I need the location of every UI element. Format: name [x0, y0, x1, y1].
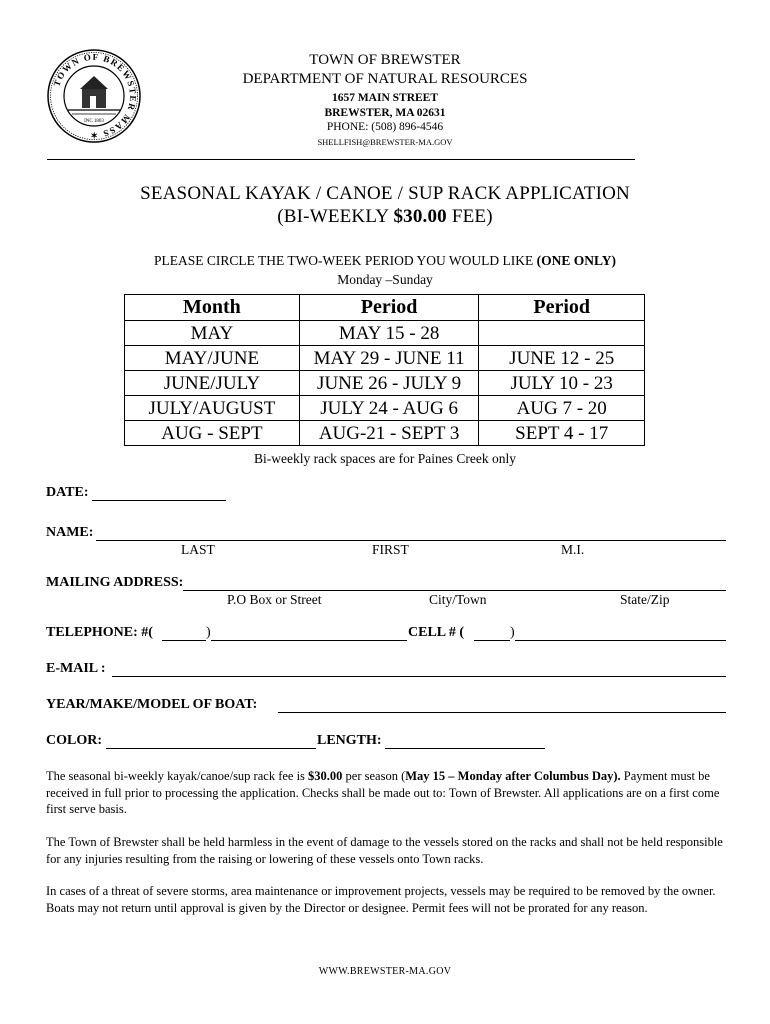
address-street-label: P.O Box or Street: [227, 592, 322, 607]
boat-model-label: YEAR/MAKE/MODEL OF BOAT:: [46, 697, 258, 712]
table-note: Bi-weekly rack spaces are for Paines Creek only: [253, 451, 517, 466]
name-first-label: FIRST: [372, 542, 409, 557]
footer-website: WWW.BREWSTER-MA.GOV: [318, 966, 452, 977]
city-address: BREWSTER, MA 02631: [324, 107, 446, 119]
date-label: DATE:: [46, 485, 89, 500]
boat-model-field[interactable]: [278, 712, 726, 713]
color-label: COLOR:: [46, 733, 102, 748]
period-table: [124, 294, 645, 446]
fee-text-amount: $30.00: [308, 769, 343, 783]
telephone-label: TELEPHONE: #(: [46, 625, 153, 640]
period-cell[interactable]: JUNE 26 - JULY 9: [299, 371, 479, 396]
table-row: [125, 371, 645, 396]
month-cell: AUG - SEPT: [125, 421, 300, 446]
month-cell: JUNE/JULY: [125, 371, 300, 396]
cell-area-code-field[interactable]: [474, 640, 510, 641]
instruction-text: PLEASE CIRCLE THE TWO-WEEK PERIOD YOU WOULD LIKE: [153, 253, 537, 268]
address-state-label: State/Zip: [620, 592, 670, 607]
month-cell: MAY/JUNE: [125, 346, 300, 371]
instruction-line: [0, 253, 770, 269]
color-field[interactable]: [106, 748, 316, 749]
department-name: DEPARTMENT OF NATURAL RESOURCES: [242, 71, 528, 87]
fee-text-a: The seasonal bi-weekly kayak/canoe/sup rack fee is: [46, 769, 309, 783]
period-cell[interactable]: AUG 7 - 20: [479, 396, 645, 421]
table-row: [125, 346, 645, 371]
name-label: NAME:: [46, 525, 94, 540]
period-cell[interactable]: [479, 321, 645, 346]
week-span-note: Monday –Sunday: [337, 272, 433, 287]
phone-number: PHONE: (508) 896-4546: [326, 121, 444, 133]
harmless-paragraph: The Town of Brewster shall be held harmless in the event of damage to the vessels stored on the racks and shall not be held responsible for any injuries resulting from the raising or lowering of these vessels onto Town racks.: [46, 835, 723, 866]
name-last-label: LAST: [181, 542, 215, 557]
month-cell: MAY: [125, 321, 300, 346]
table-header-row: [125, 295, 645, 321]
header-month: Month: [125, 295, 300, 321]
period-cell[interactable]: MAY 29 - JUNE 11: [299, 346, 479, 371]
cell-paren-close: ): [510, 625, 515, 640]
header-period-1: Period: [299, 295, 479, 321]
telephone-area-code-field[interactable]: [162, 640, 206, 641]
fee-paragraph: [46, 768, 726, 818]
name-mi-label: M.I.: [561, 542, 585, 557]
one-only-note: (ONE ONLY): [536, 253, 617, 268]
telephone-number-field[interactable]: [211, 640, 407, 641]
period-cell[interactable]: JUNE 12 - 25: [479, 346, 645, 371]
length-label: LENGTH:: [317, 733, 382, 748]
street-address: 1657 MAIN STREET: [331, 92, 439, 104]
subtitle-suffix: FEE): [446, 206, 493, 227]
svg-text:INC 1803: INC 1803: [84, 119, 104, 124]
cell-label: CELL # (: [408, 625, 465, 640]
email-field[interactable]: [112, 676, 726, 677]
month-cell: JULY/AUGUST: [125, 396, 300, 421]
table-row: [125, 396, 645, 421]
fee-amount: $30.00: [393, 206, 447, 227]
mailing-address-field[interactable]: [183, 590, 726, 591]
length-field[interactable]: [385, 748, 545, 749]
date-field[interactable]: [92, 500, 226, 501]
subtitle-prefix: (BI-WEEKLY: [277, 206, 394, 227]
header-divider: [47, 159, 635, 160]
period-cell[interactable]: SEPT 4 - 17: [479, 421, 645, 446]
header-period-2: Period: [479, 295, 645, 321]
cell-number-field[interactable]: [515, 640, 726, 641]
period-cell[interactable]: JULY 24 - AUG 6: [299, 396, 479, 421]
name-field[interactable]: [96, 540, 726, 541]
fee-text-b: per season (: [342, 769, 406, 783]
telephone-paren-close: ): [206, 625, 211, 640]
email-address: SHELLFISH@BREWSTER-MA.GOV: [317, 137, 453, 147]
fee-text-c: Payment must be received in full prior to processing the application. Checks shall be made out to: Town of Brewster. All applications are on a first come first serve basis.: [46, 769, 720, 816]
town-name: TOWN OF BREWSTER: [309, 52, 461, 68]
page-subtitle: [0, 206, 770, 228]
page-title: SEASONAL KAYAK / CANOE / SUP RACK APPLICATION: [140, 183, 630, 204]
table-row: [125, 421, 645, 446]
svg-text:TOWN OF BREWSTER MASS ✶: TOWN OF BREWSTER MASS ✶: [51, 51, 139, 141]
period-cell[interactable]: MAY 15 - 28: [299, 321, 479, 346]
address-city-label: City/Town: [429, 592, 487, 607]
email-label: E-MAIL :: [46, 661, 106, 676]
mailing-address-label: MAILING ADDRESS:: [46, 575, 184, 590]
fee-text-season: May 15 – Monday after Columbus Day).: [405, 769, 621, 783]
table-row: [125, 321, 645, 346]
storms-paragraph: In cases of a threat of severe storms, area maintenance or improvement projects, vessels may be required to be removed by the owner. Boats may not return until approval is given by the Director or designee. Permit fees will not be prorated for any reason.: [46, 884, 716, 915]
period-cell[interactable]: JULY 10 - 23: [479, 371, 645, 396]
period-cell[interactable]: AUG-21 - SEPT 3: [299, 421, 479, 446]
